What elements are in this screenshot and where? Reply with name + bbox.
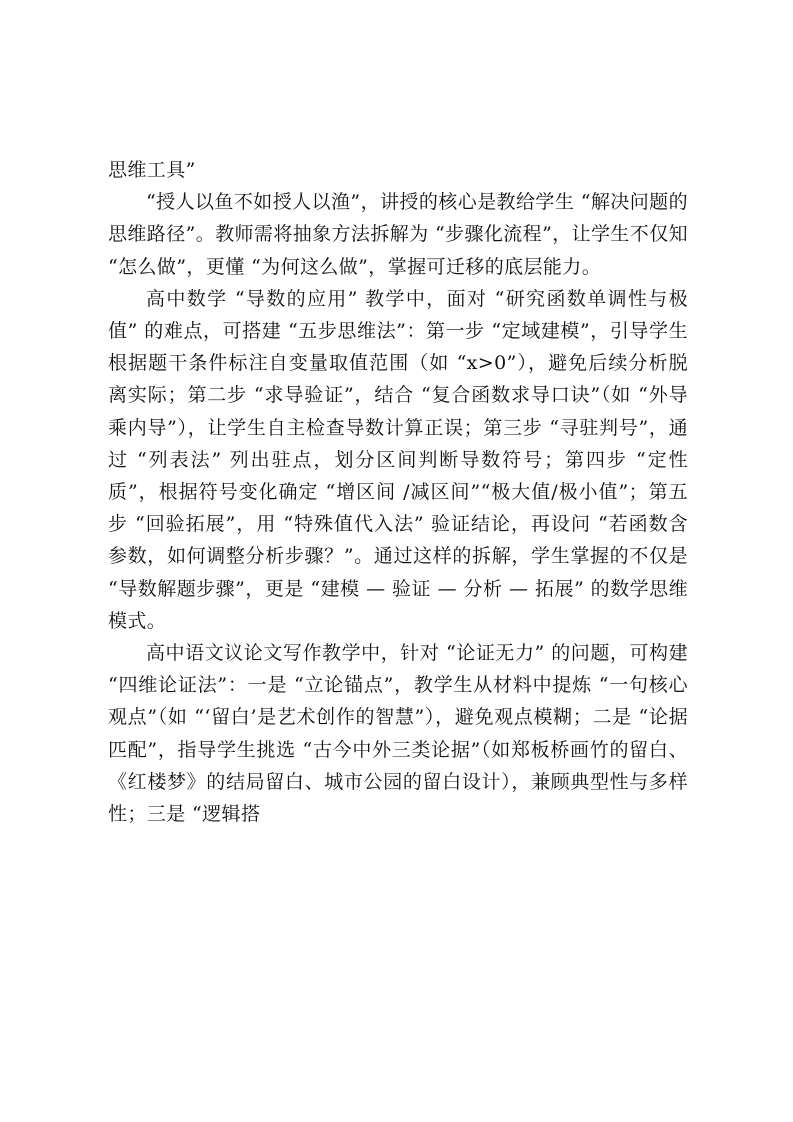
paragraph-math-example: 高中数学 “导数的应用” 教学中，面对 “研究函数单调性与极值” 的难点，可搭建 “五步思维法”：第一步 “定域建模”，引导学生根据题干条件标注自变量取值范围（如 “x>0”），避免后续分析脱离实际；第二步 “求导验证”，结合 “复合函数求导口诀”（如 “外导乘内导”），让学生自主检查导数计算正误；第三步 “寻驻判号”，通过 “列表法” 列出驻点，划分区间判断导数符号；第四步 “定性质”，根据符号变化确定 “增区间 /减区间”“极大值/极小值”；第五步 “回验拓展”，用 “特殊值代入法” 验证结论，再设问 “若函数含参数，如何调整分析步骤？”。通过这样的拆解，学生掌握的不仅是 “导数解题步骤”，更是 “建模 — 验证 — 分析 — 拓展” 的数学思维模式。 [108,287,688,632]
document-body [108,154,688,830]
paragraph-chinese-example: 高中语文议论文写作教学中，针对 “论证无力” 的问题，可构建 “四维论证法”：一是 “立论锚点”，教学生从材料中提炼 “一句核心观点”（如 “‘留白’是艺术创作的智慧”），避免观点模糊；二是 “论据匹配”，指导学生挑选 “古今中外三类论据”（如郑板桥画竹的留白、《红楼梦》的结局留白、城市公园的留白设计），兼顾典型性与多样性；三是 “逻辑搭 [108,642,688,826]
paragraph-continuation: 思维工具” [108,159,196,181]
paragraph-teaching-core: “授人以鱼不如授人以渔”，讲授的核心是教给学生 “解决问题的思维路径”。教师需将抽象方法拆解为 “步骤化流程”，让学生不仅知 “怎么做”，更懂 “为何这么做”，掌握可迁移的底层能力。 [108,191,688,278]
